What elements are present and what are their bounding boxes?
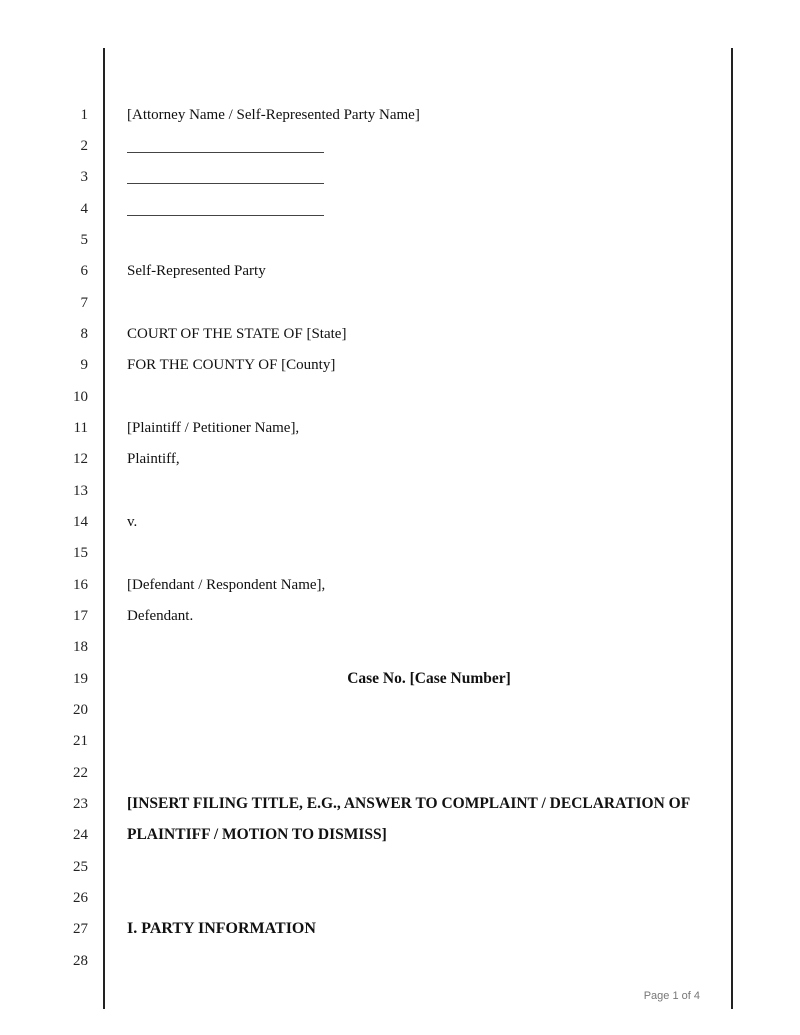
line-number: 20 xyxy=(73,702,88,718)
party-role: Self-Represented Party xyxy=(127,263,266,279)
line-number: 16 xyxy=(73,577,88,593)
defendant-label: Defendant. xyxy=(127,608,194,624)
right-margin-rule xyxy=(731,48,733,1009)
line-number: 12 xyxy=(73,451,88,467)
plaintiff-label: Plaintiff, xyxy=(127,451,180,467)
line-number: 6 xyxy=(80,263,88,279)
line-number: 7 xyxy=(80,295,88,311)
line-number: 14 xyxy=(73,514,88,530)
line-number: 15 xyxy=(73,545,88,561)
line-number: 28 xyxy=(73,953,88,969)
versus-text: v. xyxy=(127,514,138,530)
line-number: 21 xyxy=(73,733,88,749)
address-blank-line xyxy=(127,152,324,153)
line-number: 26 xyxy=(73,890,88,906)
line-number: 25 xyxy=(73,859,88,875)
line-number: 23 xyxy=(73,796,88,812)
attorney-name: [Attorney Name / Self-Represented Party Name] xyxy=(127,107,420,123)
line-number: 22 xyxy=(73,765,88,781)
line-number: 4 xyxy=(80,201,88,217)
filing-title-line2: PLAINTIFF / MOTION TO DISMISS] xyxy=(127,826,387,843)
page-number-footer: Page 1 of 4 xyxy=(643,990,700,1002)
line-number: 13 xyxy=(73,483,88,499)
defendant-name: [Defendant / Respondent Name], xyxy=(127,577,326,593)
line-number: 27 xyxy=(73,921,88,937)
county-name: FOR THE COUNTY OF [County] xyxy=(127,357,336,373)
court-name: COURT OF THE STATE OF [State] xyxy=(127,326,347,342)
line-number: 19 xyxy=(73,671,88,687)
line-number: 24 xyxy=(73,827,88,843)
case-number: Case No. [Case Number] xyxy=(347,670,511,687)
line-number: 17 xyxy=(73,608,88,624)
plaintiff-name: [Plaintiff / Petitioner Name], xyxy=(127,420,300,436)
address-blank-line xyxy=(127,215,324,216)
left-margin-rule xyxy=(103,48,105,1009)
filing-title-line1: [INSERT FILING TITLE, E.G., ANSWER TO COMPLAINT / DECLARATION OF xyxy=(127,795,691,812)
line-number: 1 xyxy=(80,107,88,123)
line-number: 3 xyxy=(80,169,88,185)
line-number: 8 xyxy=(80,326,88,342)
address-blank-line xyxy=(127,183,324,184)
line-number: 2 xyxy=(80,138,88,154)
section-heading: I. PARTY INFORMATION xyxy=(127,920,316,937)
line-number: 9 xyxy=(80,357,88,373)
line-number: 10 xyxy=(73,389,88,405)
line-number: 18 xyxy=(73,639,88,655)
line-number: 11 xyxy=(73,420,88,436)
line-number: 5 xyxy=(80,232,88,248)
